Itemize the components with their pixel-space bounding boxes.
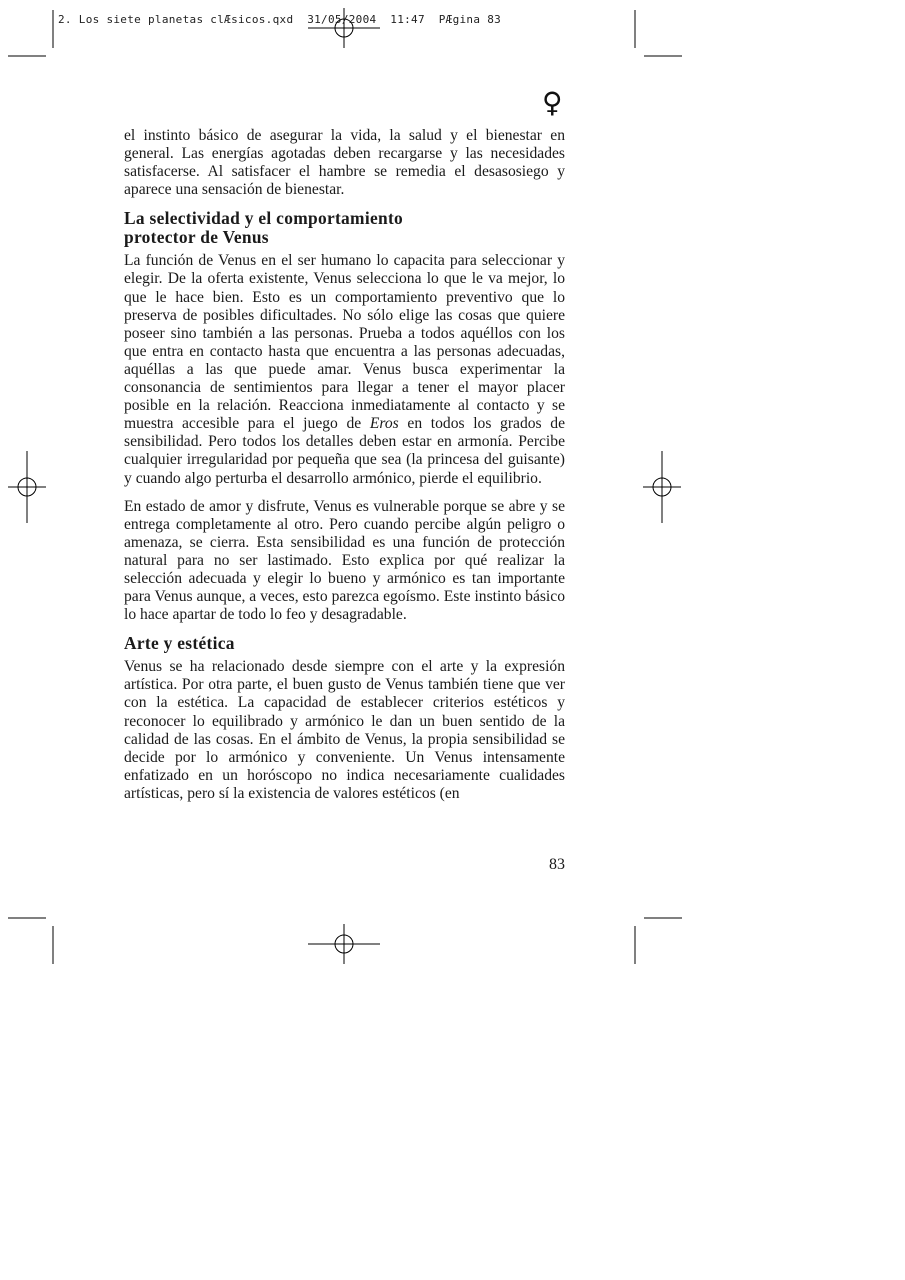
- venus-symbol-icon: ♀: [542, 86, 563, 119]
- registration-target-right: [643, 451, 681, 523]
- page-number: 83: [549, 856, 565, 873]
- heading-line-1: La selectividad y el comportamiento: [124, 208, 404, 229]
- section-heading-selectividad: [124, 209, 565, 247]
- paragraph-text-after-italic: en todos los grados de sensibilidad. Pero todos los detalles deben estar en armonía. Percibe cualquier irregularidad por pequeña que sea (la princesa del guisante) y cuando algo perturba el desarrollo armónico, pierde el equilibrio.: [124, 415, 565, 487]
- paragraph-amor-disfrute: En estado de amor y disfrute, Venus es vulnerable porque se abre y se entrega completamente al otro. Pero cuando percibe algún peligro o amenaza, se cierra. Esta sensibilidad es una función de protección natural para no ser lastimado. Esto explica por qué realizar la selección adecuada y elegir lo bueno y armónico es tan importante para Venus aunque, a veces, esto parezca egoísmo. Este instinto básico lo hace apartar de todo lo feo y desagradable.: [124, 497, 565, 624]
- intro-paragraph: el instinto básico de asegurar la vida, la salud y el bienestar en general. Las energías agotadas deben recargarse y las necesidades satisfacerse. Al satisfacer el hambre se remedia el desasosiego y aparece una sensación de bienestar.: [124, 127, 565, 199]
- registration-target-bottom: [308, 924, 380, 964]
- italic-term-eros: Eros: [369, 415, 399, 433]
- file-slug-line: 2. Los siete planetas clÆsicos.qxd 31/05/2004 11:47 PÆgina 83: [58, 13, 502, 26]
- paragraph-seleccion: [124, 252, 565, 487]
- paragraph-arte: Venus se ha relacionado desde siempre con el arte y la expresión artística. Por otra parte, el buen gusto de Venus también tiene que ver con la estética. La capacidad de establecer criterios estéticos y reconocer lo equilibrado y armónico le dan un buen sentido de la calidad de las cosas. En el ámbito de Venus, la propia sensibilidad se decide por lo armónico y conveniente. Un Venus intensamente enfatizado en un horóscopo no indica necesariamente cualidades artísticas, pero sí la existencia de valores estéticos (en: [124, 658, 565, 802]
- page-body: [124, 127, 565, 813]
- heading-line-2: protector de Venus: [124, 227, 269, 248]
- section-heading-arte: Arte y estética: [124, 633, 235, 654]
- registration-target-left: [8, 451, 46, 523]
- paragraph-text-before-italic: La función de Venus en el ser humano lo capacita para seleccionar y elegir. De la oferta existente, Venus selecciona lo que le va mejor, lo que le hace bien. Esto es un comportamiento preventivo que lo preserva de posibles dificultades. No sólo elige las cosas que quiere poseer sino también a las personas. Prueba a todos aquéllos con los que entra en contacto hasta que encuentra a las personas adecuadas, aquéllas a las que puede amar. Venus busca experimentar la consonancia de sentimientos para llegar a tener el mayor placer posible en la relación. Reacciona inmediatamente al contacto y se muestra accesible para el juego de: [124, 252, 565, 433]
